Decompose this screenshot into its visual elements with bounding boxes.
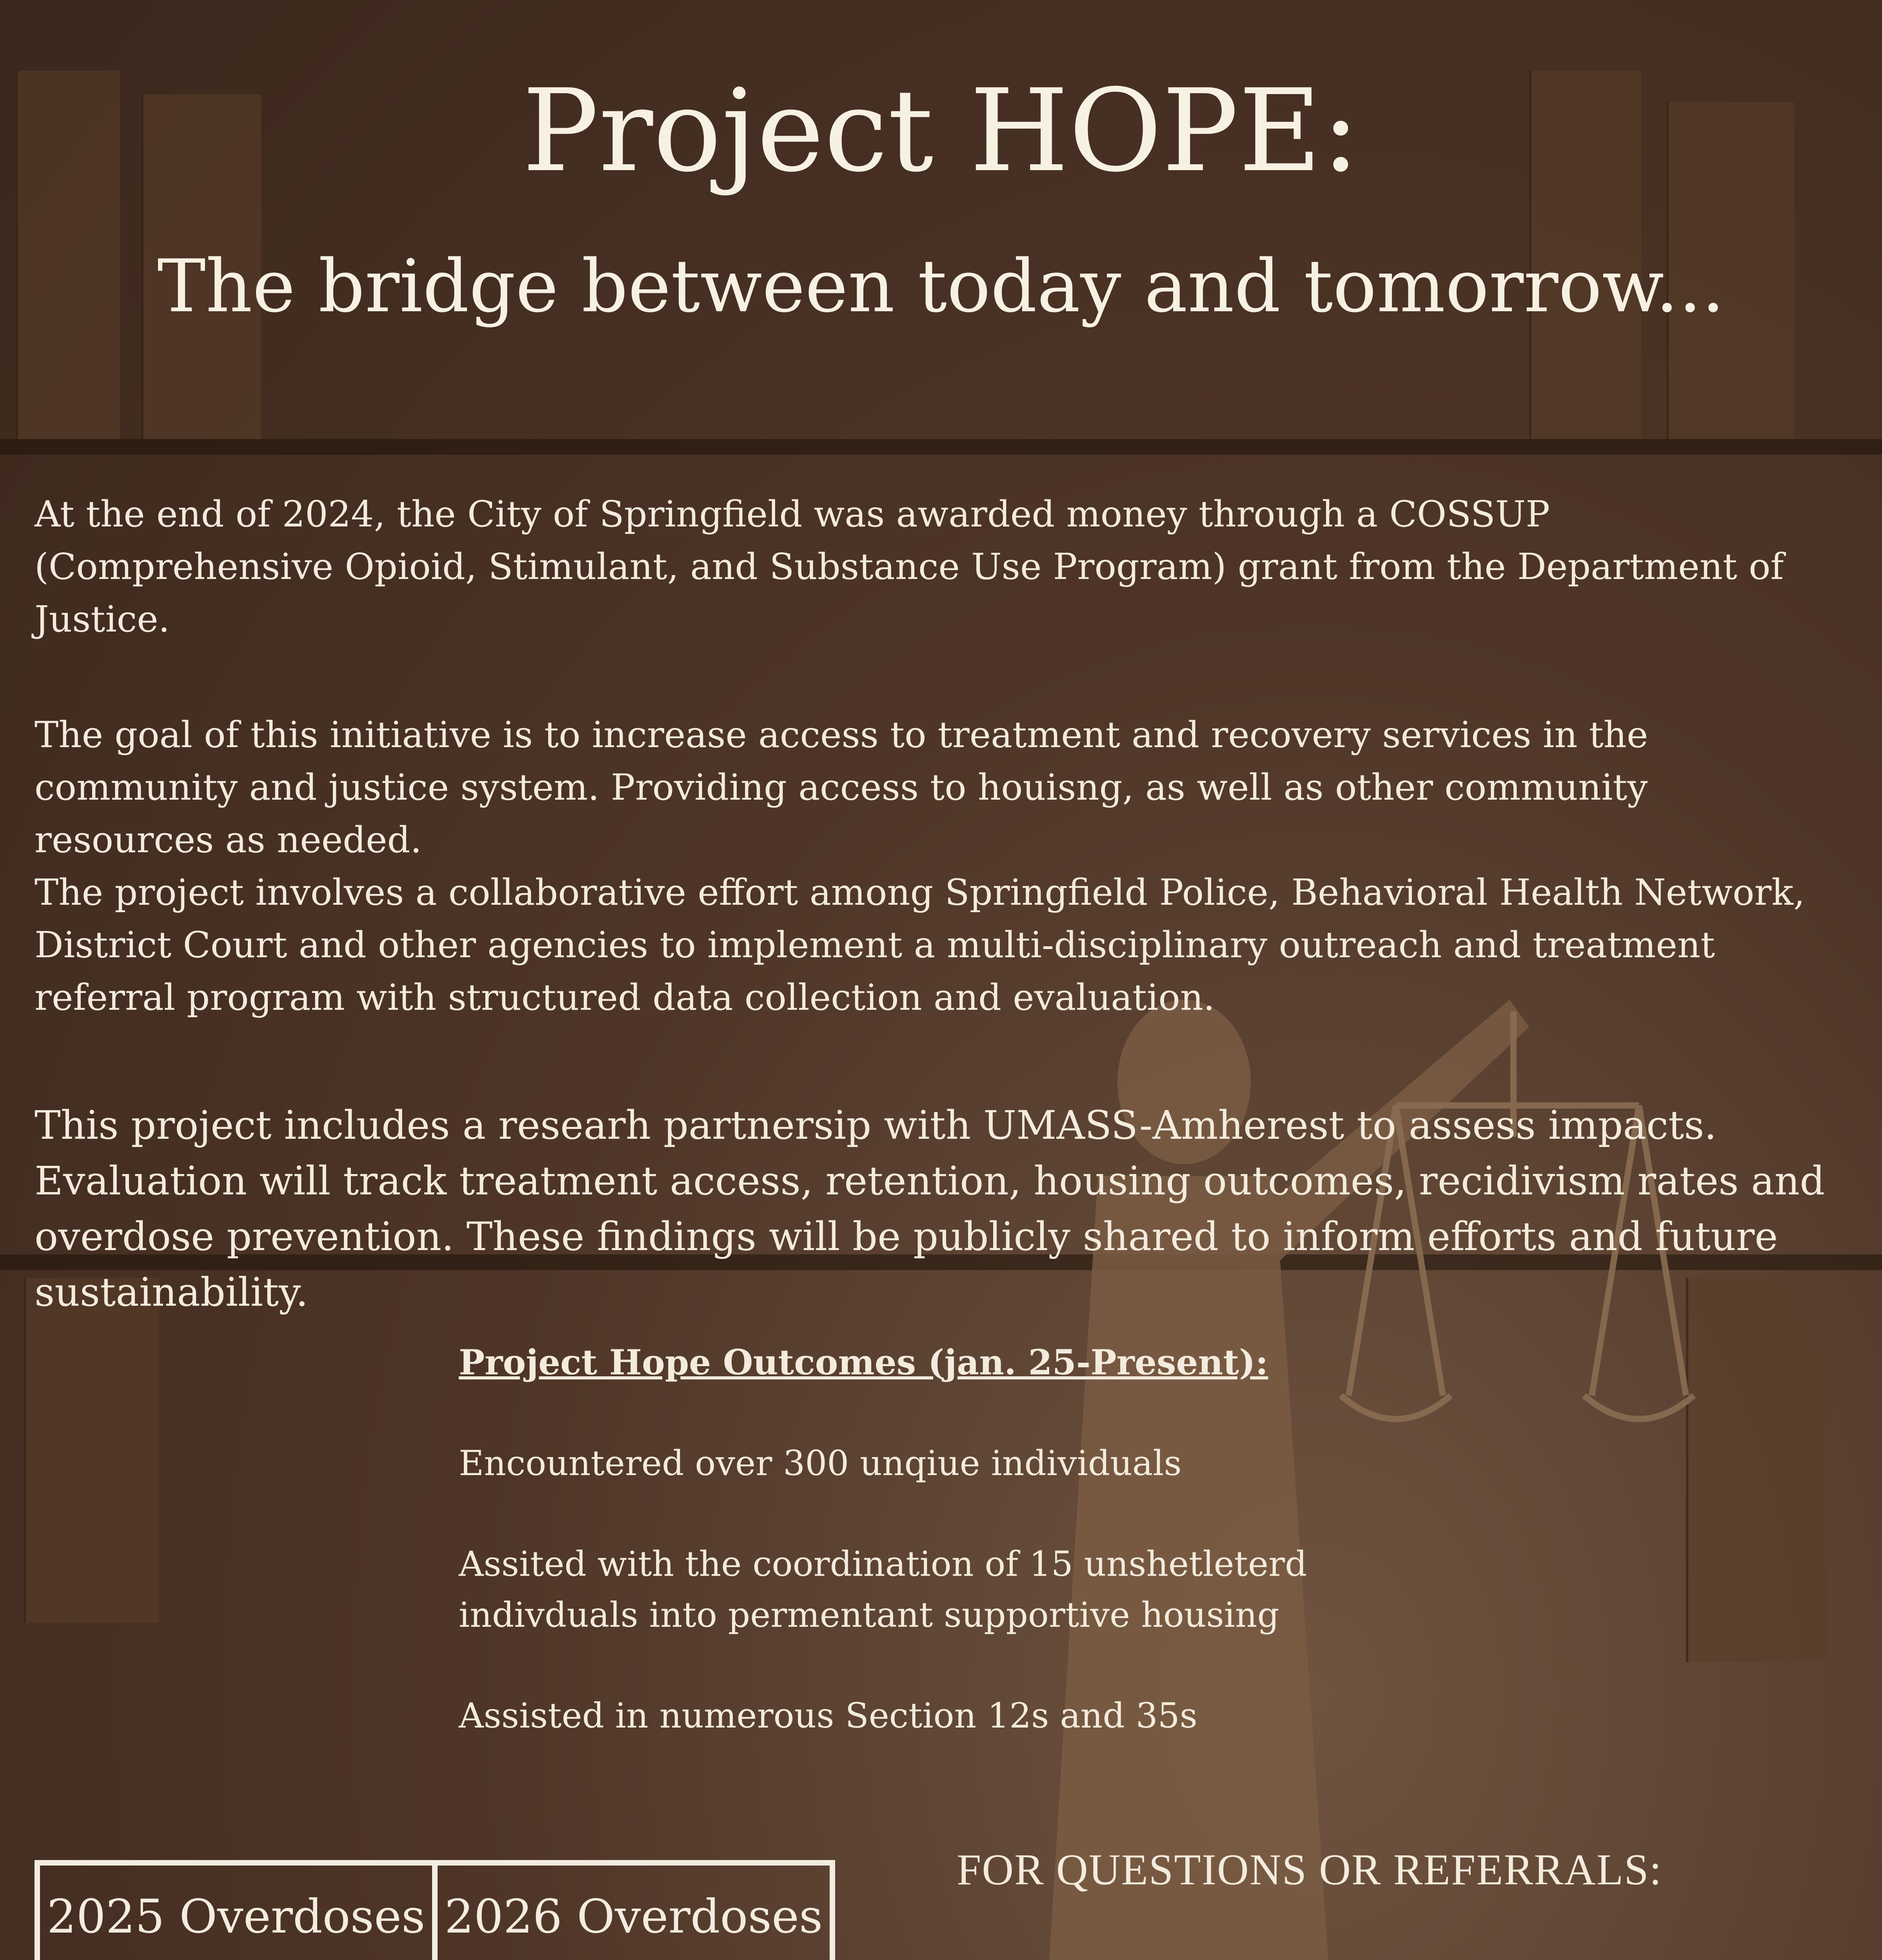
outcome-item: Assited with the coordination of 15 unshetleterd indivduals into permentant supportive housing xyxy=(459,1544,1307,1635)
outcome-item: Assisted in numerous Section 12s and 35s xyxy=(459,1695,1197,1736)
collaboration-paragraph: The project involves a collaborative effort among Springfield Police, Behavioral Health Network, District Court and other agencies to implement a multi-disciplinary outreach and treatment referral program with structured data collection and evaluation. xyxy=(35,871,1805,1018)
header-2025: 2025 Overdoses xyxy=(37,1863,435,1960)
overdose-table xyxy=(35,1860,835,1960)
page-title: Project HOPE: xyxy=(522,65,1360,197)
page-subtitle: The bridge between today and tomorrow... xyxy=(157,244,1725,328)
header-2026: 2026 Overdoses xyxy=(435,1863,832,1960)
outcome-item: Encountered over 300 unqiue individuals xyxy=(459,1443,1182,1483)
table-header-row xyxy=(37,1863,832,1960)
research-paragraph: This project includes a researh partnersip with UMASS-Amherest to assess impacts. Evaluation will track treatment access, retention, housing outcomes, recidivism rates and overdose prevention. These findings will be publicly shared to inform efforts and future sustainability. xyxy=(35,1102,1825,1315)
contact-heading: FOR QUESTIONS OR REFERRALS: xyxy=(957,1846,1662,1894)
goal-paragraph: The goal of this initiative is to increase access to treatment and recovery services in the community and justice system. Providing access to houisng, as well as other community resources as needed. xyxy=(35,714,1648,861)
outcomes-heading: Project Hope Outcomes (jan. 25-Present): xyxy=(459,1342,1268,1383)
intro-paragraph: At the end of 2024, the City of Springfield was awarded money through a COSSUP (Comprehensive Opioid, Stimulant, and Substance Use Program) grant from the Department of Justice. xyxy=(35,493,1784,640)
